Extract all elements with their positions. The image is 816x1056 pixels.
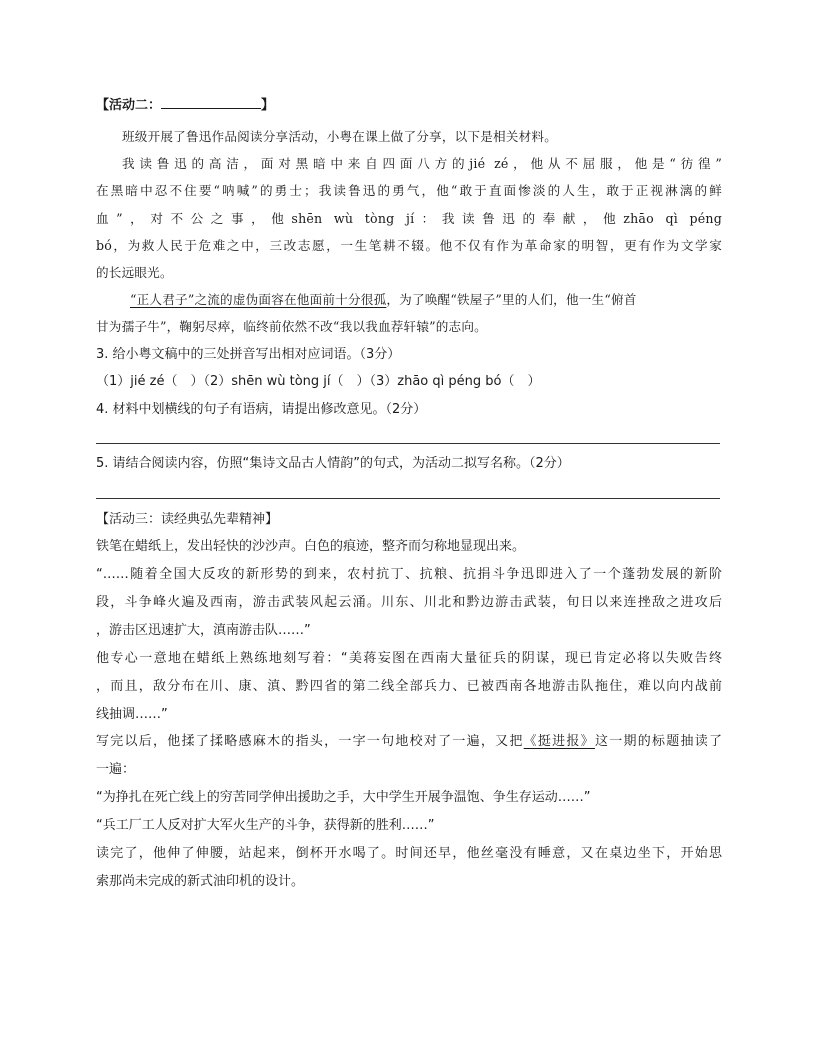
activity3-heading: 【活动三：读经典弘先辈精神】 — [96, 512, 279, 527]
passage-line-8: 甘为孺子牛”，鞠躬尽瘁，临终前依然不改“我以我血荐轩辕”的志向。 — [96, 319, 487, 334]
passage-line-6: 的长远眼光。 — [96, 265, 173, 280]
activity3-para-4a: 写完以后，他揉了揉略感麻木的指头，一字一句地校对了一遍，又把《挺进报》这一期的标题抽读了 — [96, 734, 722, 749]
activity2-heading: 【活动二： 】 — [96, 98, 275, 113]
activity3-para-7b: 索那尚未完成的新式油印机的设计。 — [96, 874, 305, 889]
passage-line-5: bó，为救人民于危难之中，三改志愿，一生笔耕不辍。他不仅有作为革命家的明智，更有作为文学家 — [96, 238, 722, 253]
activity3-para-4b: 一遍： — [96, 762, 136, 777]
activity3-para-3c: 线抽调……” — [96, 707, 168, 722]
question-3: 3. 给小粤文稿中的三处拼音写出相对应词语。（3分） — [96, 347, 401, 362]
question-3-answers[interactable]: （1）jié zé（ ）（2）shēn wù tòng jí（ ）（3）zhāo qì péng bó（ ） — [96, 374, 541, 389]
activity3-para-6: “兵工厂工人反对扩大军火生产的斗争，获得新的胜利……” — [96, 818, 435, 833]
activity2-title-blank[interactable] — [161, 96, 261, 109]
activity3-para-2a: “……随着全国大反攻的新形势的到来，农村抗丁、抗粮、抗捐斗争迅即进入了一个蓬勃发展的新阶 — [96, 567, 722, 582]
question-5: 5. 请结合阅读内容，仿照“集诗文品古人情韵”的句式，为活动二拟写名称。（2分） — [96, 456, 570, 471]
answer-line-q4[interactable] — [96, 443, 720, 444]
underlined-sentence: “正人君子”之流的虚伪面容在他面前十分很孤 — [130, 292, 387, 307]
activity3-para-1: 铁笔在蜡纸上，发出轻快的沙沙声。白色的痕迹，整齐而匀称地显现出来。 — [96, 539, 526, 554]
passage-line-3: 在黑暗中忍不住要“呐喊”的勇士；我读鲁迅的勇气，他“敢于直面惨淡的人生，敢于正视淋漓的鲜 — [96, 183, 722, 198]
activity3-para-5: “为挣扎在死亡线上的穷苦同学伸出援助之手，大中学生开展争温饱、争生存运动……” — [96, 790, 591, 805]
answer-line-q5[interactable] — [96, 498, 720, 499]
ting-jin-bao-link: 《挺进报》 — [523, 734, 595, 749]
question-4: 4. 材料中划横线的句子有语病，请提出修改意见。（2分） — [96, 402, 427, 417]
passage-line-2: 我读鲁迅的高洁，面对黑暗中来自四面八方的jié zé，他从不屈服，他是“彷徨” — [122, 156, 722, 171]
activity3-para-3b: ，而且，敌分布在川、康、滇、黔四省的第二线全部兵力、已被西南各地游击队拖住，难以向内战前 — [96, 679, 722, 694]
passage-line-4: 血”，对不公之事，他shēn wù tòng jí：我读鲁迅的奉献，他zhāo qì péng — [96, 211, 722, 226]
activity3-para-2c: ，游击区迅速扩大，滇南游击队……” — [96, 623, 311, 638]
passage-line-1: 班级开展了鲁迅作品阅读分享活动，小粤在课上做了分享，以下是相关材料。 — [122, 129, 557, 144]
activity3-para-3a: 他专心一意地在蜡纸上熟练地刻写着：“美蒋妄图在西南大量征兵的阴谋，现已肯定必将以失败告终 — [96, 651, 722, 666]
passage-line-7: “正人君子”之流的虚伪面容在他面前十分很孤，为了唤醒“铁屋子”里的人们，他一生“俯首 — [130, 292, 637, 307]
activity3-para-7a: 读完了，他伸了伸腰，站起来，倒杯开水喝了。时间还早，他丝毫没有睡意，又在桌边坐下，开始思 — [96, 846, 722, 861]
activity3-para-2b: 段，斗争峰火遍及西南，游击武装风起云涌。川东、川北和黔边游击武装，旬日以来连挫敌之进攻后 — [96, 595, 722, 610]
